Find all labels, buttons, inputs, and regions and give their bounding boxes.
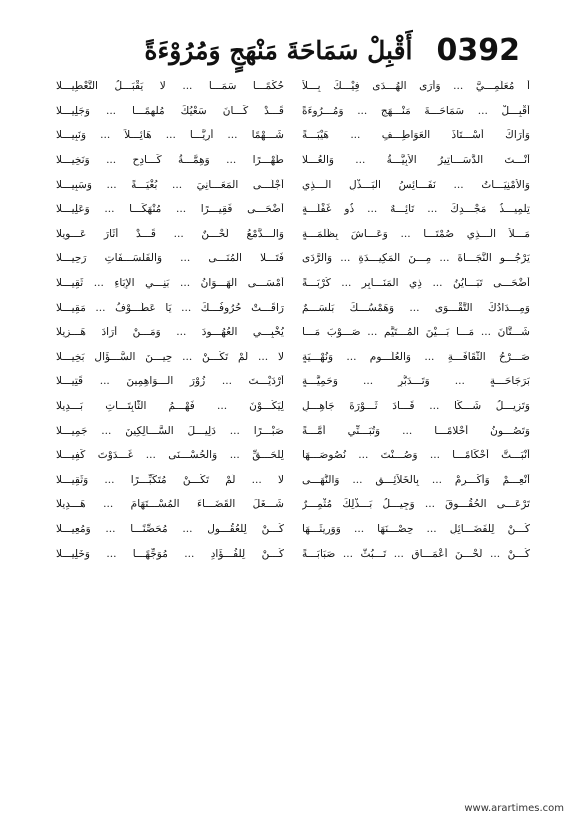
second-hemistich: فَتَـــلا الْمُنَـــى ... وَالْفَلْسَـــفَاتِ رَحِيـــلا (56, 252, 284, 265)
first-hemistich: شَـــتَّانَ ... مَـــا بَـــيْنَ الْمُـــتَيَّمِ ... صَـــوْبَ مَـــا (302, 326, 530, 339)
second-hemistich: رَاقَـــتْ حُرُوفُـــكَ ... يَا عَطُـــوْفُ ... مَقِيـــلا (56, 301, 284, 314)
site-watermark: www.arartimes.com (464, 803, 564, 814)
second-hemistich: يُخْبِـــي الْعُهُـــودَ ... وَمَـــنْ أَرَادَ هَـــزِيلا (56, 326, 284, 339)
second-hemistich: لِلْحَـــقِّ ... وَالْحُسْـــنَى ... غَـــدَوْتَ كَفِيـــلا (56, 449, 284, 462)
second-hemistich: طُهْـــرًا ... وَهِمَّـــةُ كَـــادِحٍ ... وَنَخِيـــلا (56, 154, 284, 167)
first-hemistich: مَـــلأَ الَّـــذِي صُمْتَـــا ... وَعَـــاشَ بِظُلْمَـــةٍ (302, 227, 530, 240)
verse-line (56, 295, 530, 320)
second-hemistich: حُكْمًـــا سَمَـــا ... لا يَقْبَـــلُ التَّعْطِيـــلا (56, 80, 284, 93)
first-hemistich: وَالأُمْنِيَـــاتُ ... نَفَـــائِسُ الْبَـــذْلِ الَّـــذِي (302, 178, 530, 191)
first-hemistich: تَرْعَـــى الْحُقُـــوقَ ... وَجِيـــلُ بَـــذْلِكَ مُثْمِـــرٌ (302, 498, 530, 511)
verse-line (56, 99, 530, 124)
verse-line (56, 271, 530, 296)
first-hemistich: أَضْحَـــى تَبَـــايُنُ ... ذِي الْمَنَـــابِرِ ... كُرْبَـــةً (302, 277, 530, 290)
second-hemistich: صَبْـــرًا ... دَلِيـــلَ السَّـــالِكِينَ ... جَمِيـــلا (56, 424, 284, 437)
poem-body (56, 74, 530, 566)
first-hemistich: أ مُعَلِّمِـــيَّ ... وَأَرَى الْهُـــدَى فِيْـــكَ بِـــلاَ (302, 80, 530, 93)
verse-line (56, 468, 530, 493)
first-hemistich: وَمِـــدَادُكَ التَّقْـــوَى ... وَهَمْسُـــكَ بَلْسَـــمٌ (302, 301, 530, 314)
second-hemistich: كُـــنْ لِلْعُقُـــولِ ... مُحَصِّنًـــا ... وَمُعِيـــلا (56, 522, 284, 535)
first-hemistich: تِلْمِيـــذُ مَجْـــدِكَ ... تَائِـــهٌ ... ذُو غَفْلَـــةٍ (302, 203, 530, 216)
first-hemistich: صَـــرْحُ الثَّقَافَـــةِ ... وَالْعُلُـــومِ ... وَنُهْـــيَةٍ (302, 350, 530, 363)
verse-line (56, 246, 530, 271)
first-hemistich: كُـــنْ ... لَحْـــنَ أَعْمَـــاقٍ ... تَـــبُثُّ ... صَبَابَـــةً (302, 547, 530, 560)
verse-line (56, 320, 530, 345)
verse-line (56, 541, 530, 566)
second-hemistich: شَـــهْمًا ... أَرِيًّـــا ... هَائِـــلاً ... وَنَبِيـــلا (56, 129, 284, 142)
verse-line (56, 517, 530, 542)
second-hemistich: أَرْدَيْـــتَ ... زُوْرَ الْـــوَاهِمِينَ ... قَتِيـــلا (56, 375, 284, 388)
first-hemistich: وَأَرَاكَ أُسْـــتَاذَ الْعَوَاطِـــفِ ... هَيْبَـــةً (302, 129, 530, 142)
first-hemistich: وَتَزِيـــلُ شَـــكًّا ... قَـــادَ ثَـــوْرَةَ جَاهِـــلٍ (302, 400, 530, 413)
second-hemistich: أَضْحَـــى فَقِيـــرًا ... مُنْهَكًـــا ... وَعَلِيـــلا (56, 203, 284, 216)
second-hemistich: أَمْسَـــى الْهَـــوَانُ ... بَنِـــي الإِبَاءِ ... ثَقِيـــلا (56, 277, 284, 290)
second-hemistich: شَـــغَلَ الْقَضَـــاءَ الْمُسْـــتَهَامَ ... هَـــدِيلا (56, 498, 284, 511)
first-hemistich: كُـــنْ لِلْفَضَـــائِلِ ... حِصْـــنَهَا ... وَوَرِيثَـــهَا (302, 522, 530, 535)
verse-line (56, 369, 530, 394)
second-hemistich: قَـــدْ كَـــانَ سَعْيُكَ مُلْهِمًـــا ... وَجَلِيـــلا (56, 104, 284, 117)
second-hemistich: وَالـــدَّمْعُ لَحْـــنٌ ... قَـــدْ أَثَارَ عَـــوِيلا (56, 227, 284, 240)
verse-line (56, 148, 530, 173)
first-hemistich: أَنْعِـــمْ وَأَكْـــرِمْ ... بِالْخَلاَئِـــقِ ... وَالنُّهَـــى (302, 473, 530, 486)
verse-line (56, 443, 530, 468)
verse-line (56, 123, 530, 148)
first-hemistich: وَتَصُـــونُ أَحْلامًـــا ... وَتُبَـــنِّي أُمَّـــةً (302, 424, 530, 437)
verse-line (56, 172, 530, 197)
verse-line (56, 74, 530, 99)
second-hemistich: أَجْلَـــى الْمَعَـــانِيَ ... بُغْيَـــةً ... وَسَبِيـــلا (56, 178, 284, 191)
first-hemistich: أَنْبَـــتَّ أَحْكَامًـــا ... وَصُـــنْتَ ... نُصُوصَـــهَا (302, 449, 530, 462)
first-hemistich: بَرَجَاحَـــةٍ ... وَتَـــدَبُّرٍ ... وَحَمِيَّـــةٍ (302, 375, 530, 388)
poem-title: أَقْبِلْ سَمَاحَةَ مَنْهَجٍ وَمُرُوْءَةً (144, 35, 413, 65)
first-hemistich: يَرْجُـــو النَّجَـــاةَ ... مِـــنَ الْمَكِيـــدَةِ ... وَالرَّدَى (302, 252, 530, 265)
second-hemistich: كُـــنْ لِلْفُـــؤَادِ ... مُوَجِّهًـــا ... وَخَلِيـــلا (56, 547, 284, 560)
poem-number: 0392 (436, 32, 520, 68)
second-hemistich: لا ... لَمْ تَكُـــنْ ... حِيـــنَ السُّـــؤَالِ بَخِيـــلا (56, 350, 284, 363)
verse-line (56, 394, 530, 419)
verse-line (56, 197, 530, 222)
first-hemistich: أَقْبِـــلْ ... سَمَاحَـــةَ مَنْـــهَجٍ ... وَمُـــرُوءَةً (302, 104, 530, 117)
first-hemistich: أَنْـــتَ الدَّسَـــاتِيرُ الأَبِيَّـــةُ ... وَالْعُـــلا (302, 154, 530, 167)
verse-line (56, 492, 530, 517)
verse-line (56, 345, 530, 370)
second-hemistich: لِيَكُـــوْنَ ... فَهْـــمُ الثَّابِتَـــاتِ بَـــدِيلا (56, 400, 284, 413)
page-header (60, 30, 520, 70)
verse-line (56, 418, 530, 443)
second-hemistich: لا ... لَمْ تَكُـــنْ مُتَكَبِّـــرًا ... وَثَقِيـــلا (56, 473, 284, 486)
verse-line (56, 222, 530, 247)
